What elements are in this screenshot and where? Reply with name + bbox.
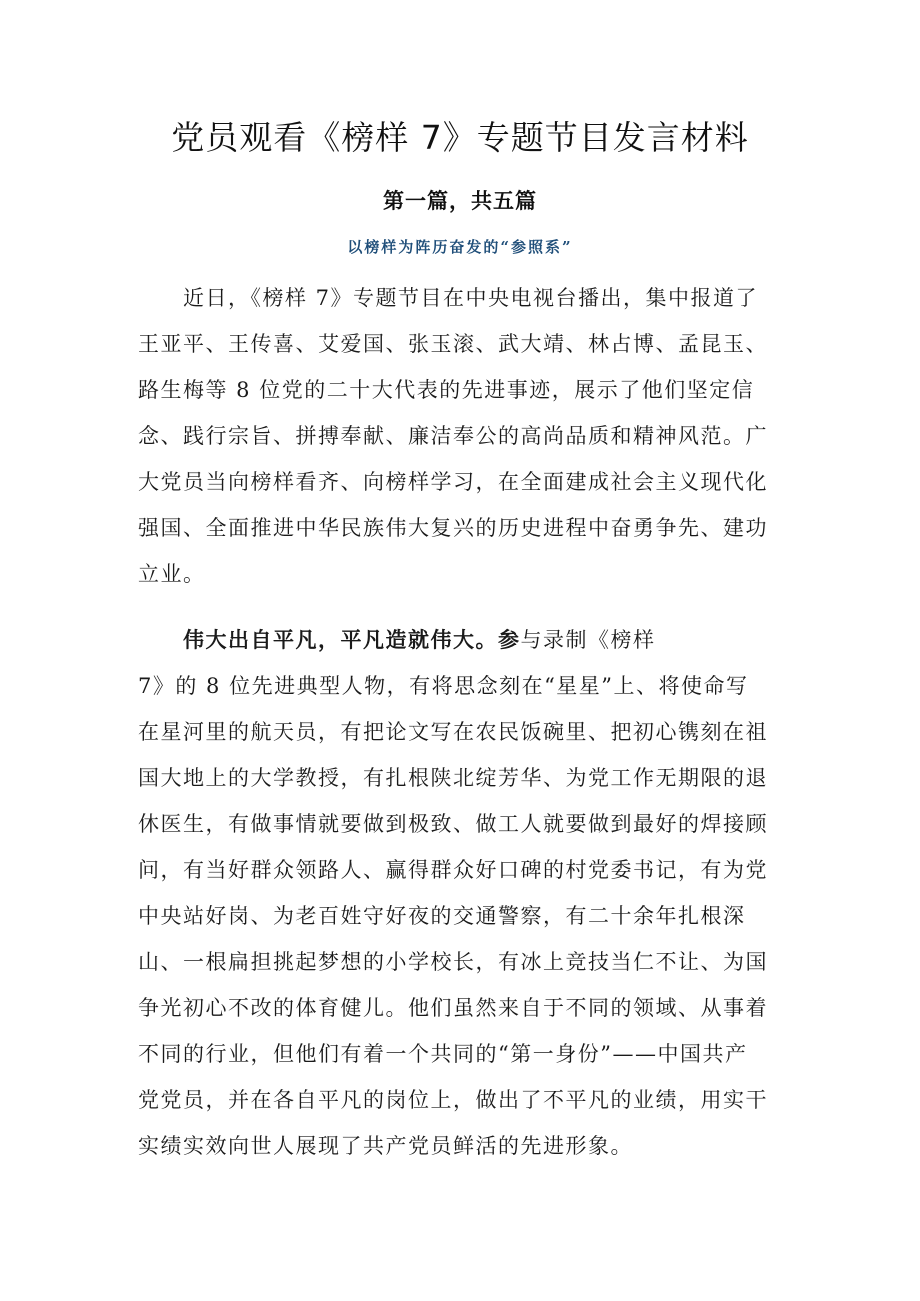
paragraph-line: 山、一根扁担挑起梦想的小学校长，有冰上竞技当仁不让、为国 (138, 950, 768, 974)
paragraph-line: 休医生，有做事情就要做到极致、做工人就要做到最好的焊接顾 (138, 812, 768, 836)
paragraph-line: 强国、全面推进中华民族伟大复兴的历史进程中奋勇争先、建功 (138, 516, 768, 540)
paragraph-line: 念、践行宗旨、拼搏奉献、廉洁奉公的高尚品质和精神风范。广 (138, 424, 768, 448)
paragraph-line: 党党员，并在各自平凡的岗位上，做出了不平凡的业绩，用实干 (138, 1088, 768, 1112)
paragraph-lead: 伟大出自平凡，平凡造就伟大。参 (183, 628, 521, 652)
document-subtitle: 第一篇，共五篇 (383, 189, 537, 213)
paragraph-first-line (138, 617, 786, 663)
section-heading: 以榜样为阵历奋发的“参照系” (347, 238, 573, 256)
paragraph-2 (138, 617, 786, 1169)
paragraph-line: 大党员当向榜样看齐、向榜样学习，在全面建成社会主义现代化 (138, 470, 768, 494)
paragraph-line: 路生梅等 8 位党的二十大代表的先进事迹，展示了他们坚定信 (138, 378, 755, 402)
paragraph-line: 国大地上的大学教授，有扎根陕北绽芳华、为党工作无期限的退 (138, 766, 768, 790)
paragraph-line: 不同的行业，但他们有着一个共同的“第一身份”——中国共产 (138, 1042, 748, 1066)
paragraph-line: 7》的 8 位先进典型人物，有将思念刻在“星星”上、将使命写 (138, 674, 749, 698)
paragraph-line: 近日，《榜样 7》专题节目在中央电视台播出，集中报道了 (138, 286, 759, 310)
paragraph-line: 在星河里的航天员，有把论文写在农民饭碗里、把初心镌刻在祖 (138, 720, 768, 744)
paragraph-line: 争光初心不改的体育健儿。他们虽然来自于不同的领域、从事着 (138, 996, 768, 1020)
paragraph-line: 实绩实效向世人展现了共产党员鲜活的先进形象。 (138, 1134, 633, 1158)
paragraph-line: 问，有当好群众领路人、赢得群众好口碑的村党委书记，有为党 (138, 858, 768, 882)
paragraph-line: 中央站好岗、为老百姓守好夜的交通警察，有二十余年扎根深 (138, 904, 746, 928)
paragraph-first-rest: 与录制《榜样 (520, 628, 656, 652)
document-title: 党员观看《榜样 7》专题节目发言材料 (171, 118, 749, 157)
paragraph-1 (138, 275, 786, 597)
paragraph-line: 立业。 (138, 562, 206, 586)
paragraph-line: 王亚平、王传喜、艾爱国、张玉滚、武大靖、林占博、孟昆玉、 (138, 332, 768, 356)
